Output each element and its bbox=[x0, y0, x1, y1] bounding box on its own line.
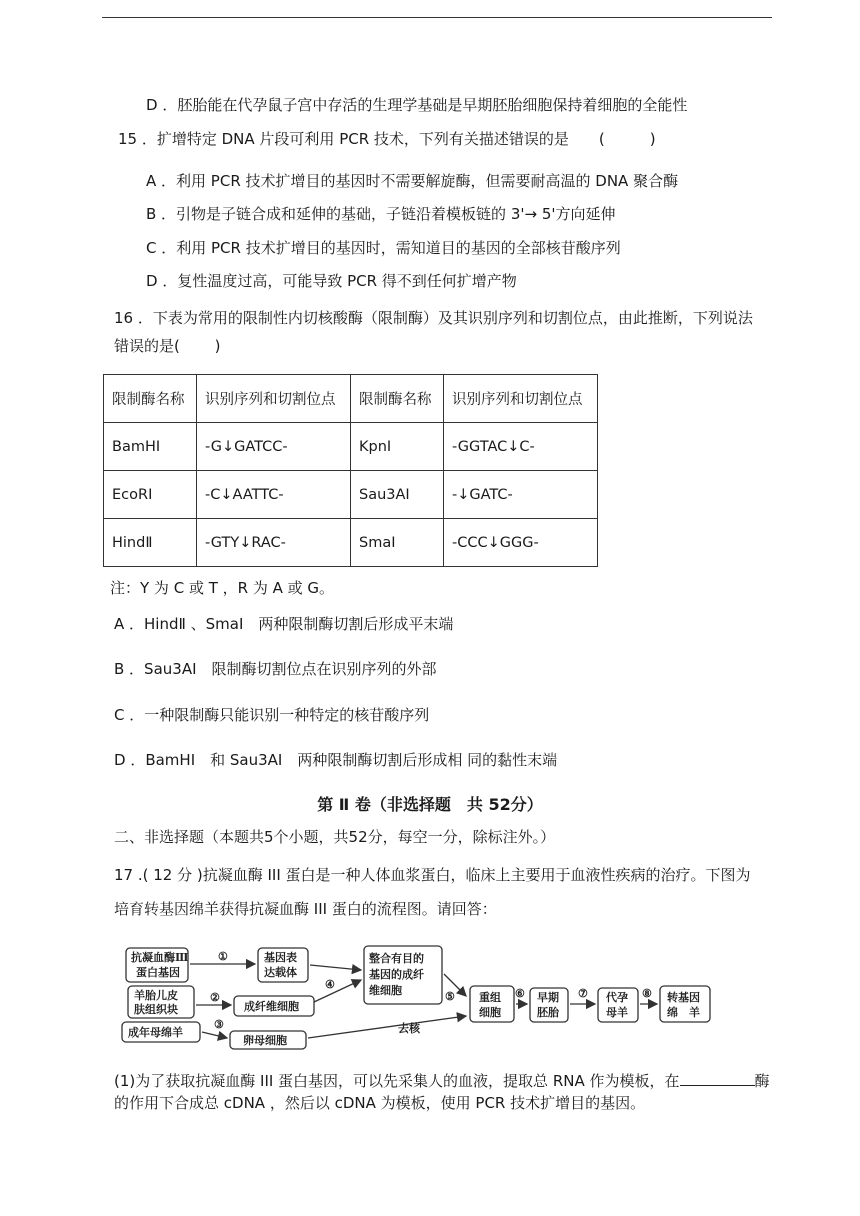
flow-label: 肤组织块 bbox=[134, 1003, 178, 1016]
table-cell: -G↓GATCC- bbox=[197, 423, 351, 471]
table-cell: -GGTAC↓C- bbox=[444, 423, 598, 471]
table-cell: KpnⅠ bbox=[351, 423, 444, 471]
part2-heading: 第 Ⅱ 卷（非选择题 共 52分） bbox=[317, 795, 543, 814]
flow-label: 重组 bbox=[479, 991, 501, 1004]
flow-label: 基因的成纤 bbox=[369, 968, 424, 981]
q17-sub1-line1 bbox=[114, 1070, 770, 1091]
step-number: ④ bbox=[325, 978, 335, 991]
q15-option-b: B ．引物是子链合成和延伸的基础，子链沿着模板链的 3'→ 5'方向延伸 bbox=[146, 205, 616, 223]
flow-label: 基因表 bbox=[264, 951, 297, 964]
table-cell: Sau3AⅠ bbox=[351, 471, 444, 519]
q16-option-b: B ．Sau3AⅠ 限制酶切割位点在识别序列的外部 bbox=[114, 660, 437, 678]
q15-stem: 15 ．扩增特定 DNA 片段可利用 PCR 技术，下列有关描述错误的是 ( ) bbox=[118, 130, 656, 148]
table-header: 限制酶名称 bbox=[351, 375, 444, 423]
flow-label: 卵母细胞 bbox=[243, 1034, 287, 1047]
transgenic-sheep-flowchart bbox=[118, 940, 718, 1050]
table-cell: BamHⅠ bbox=[104, 423, 197, 471]
step-number: ⑦ bbox=[578, 987, 588, 1000]
q16-note: 注：Y 为 C 或 T ，R 为 A 或 G。 bbox=[110, 579, 335, 597]
q16-option-d: D ．BamHⅠ 和 Sau3AⅠ 两种限制酶切割后形成相 同的黏性末端 bbox=[114, 751, 558, 769]
table-row bbox=[104, 471, 598, 519]
q15-option-d: D ．复性温度过高，可能导致 PCR 得不到任何扩增产物 bbox=[146, 272, 517, 290]
step-number: ② bbox=[210, 991, 220, 1004]
q16-option-a: A ．HindⅡ 、SmaⅠ 两种限制酶切割后形成平末端 bbox=[114, 615, 454, 633]
table-header: 限制酶名称 bbox=[104, 375, 197, 423]
table-cell: HindⅡ bbox=[104, 519, 197, 567]
q16-option-c: C ．一种限制酶只能识别一种特定的核苷酸序列 bbox=[114, 706, 430, 724]
table-header-row bbox=[104, 375, 598, 423]
flow-label: 代孕 bbox=[606, 991, 628, 1004]
flow-label: 维细胞 bbox=[369, 984, 402, 997]
flow-label: 成年母绵羊 bbox=[128, 1026, 183, 1039]
flow-label: 整合有目的 bbox=[369, 952, 424, 965]
flow-label: 羊胎儿皮 bbox=[134, 989, 178, 1002]
flow-label: 蛋白基因 bbox=[136, 966, 180, 979]
flow-label: 抗凝血酶Ⅲ bbox=[131, 951, 189, 964]
step-number: ⑥ bbox=[515, 987, 525, 1000]
table-cell: -GTY↓RAC- bbox=[197, 519, 351, 567]
enzyme-table bbox=[103, 374, 598, 567]
q16-stem: 16 ．下表为常用的限制性内切核酸酶（限制酶）及其识别序列和切割位点，由此推断，下列说法 错误的是( ) bbox=[114, 309, 753, 355]
flow-label: 胚胎 bbox=[537, 1006, 559, 1019]
step-number: ① bbox=[218, 950, 228, 963]
q17-sub1-suffix: 酶 bbox=[754, 1072, 770, 1090]
table-row bbox=[104, 519, 598, 567]
header-rule bbox=[102, 17, 772, 18]
table-cell: -CCC↓GGG- bbox=[444, 519, 598, 567]
table-row bbox=[104, 423, 598, 471]
q14-option-d: D ．胚胎能在代孕鼠子宫中存活的生理学基础是早期胚胎细胞保持着细胞的全能性 bbox=[146, 96, 688, 114]
table-header: 识别序列和切割位点 bbox=[197, 375, 351, 423]
part2-instructions: 二、非选择题（本题共5个小题，共52分，每空一分，除标注外。） bbox=[114, 828, 556, 846]
q17-sub1-text: (1)为了获取抗凝血酶 III 蛋白基因，可以先采集人的血液，提取总 RNA 作为模板，在 bbox=[114, 1072, 680, 1090]
q17-sub1-line2: 的作用下合成总 cDNA ，然后以 cDNA 为模板，使用 PCR 技术扩增目的基因。 bbox=[114, 1094, 646, 1112]
table-cell: -↓GATC- bbox=[444, 471, 598, 519]
table-cell: EcoRⅠ bbox=[104, 471, 197, 519]
flow-label: 成纤维细胞 bbox=[244, 1000, 299, 1013]
step-number: ⑧ bbox=[642, 987, 652, 1000]
table-header: 识别序列和切割位点 bbox=[444, 375, 598, 423]
flow-label: 绵 羊 bbox=[667, 1006, 700, 1019]
enucleate-label: 去核 bbox=[398, 1022, 420, 1035]
flow-label: 细胞 bbox=[479, 1006, 501, 1019]
q15-option-a: A ．利用 PCR 技术扩增目的基因时不需要解旋酶，但需要耐高温的 DNA 聚合酶 bbox=[146, 172, 679, 190]
table-cell: SmaⅠ bbox=[351, 519, 444, 567]
flow-label: 早期 bbox=[537, 991, 559, 1004]
table-cell: -C↓AATTC- bbox=[197, 471, 351, 519]
step-number: ⑤ bbox=[445, 990, 455, 1003]
q15-option-c: C ．利用 PCR 技术扩增目的基因时，需知道目的基因的全部核苷酸序列 bbox=[146, 239, 621, 257]
q17-stem: 17 .( 12 分 )抗凝血酶 III 蛋白是一种人体血浆蛋白，临床上主要用于血液性疾病的治疗。下图为 培育转基因绵羊获得抗凝血酶 III 蛋白的流程图。请回答： bbox=[114, 866, 751, 918]
flow-label: 母羊 bbox=[606, 1006, 628, 1019]
flow-label: 转基因 bbox=[667, 991, 700, 1004]
answer-blank[interactable] bbox=[680, 1071, 755, 1086]
step-number: ③ bbox=[214, 1018, 224, 1031]
flow-label: 达载体 bbox=[264, 966, 297, 979]
